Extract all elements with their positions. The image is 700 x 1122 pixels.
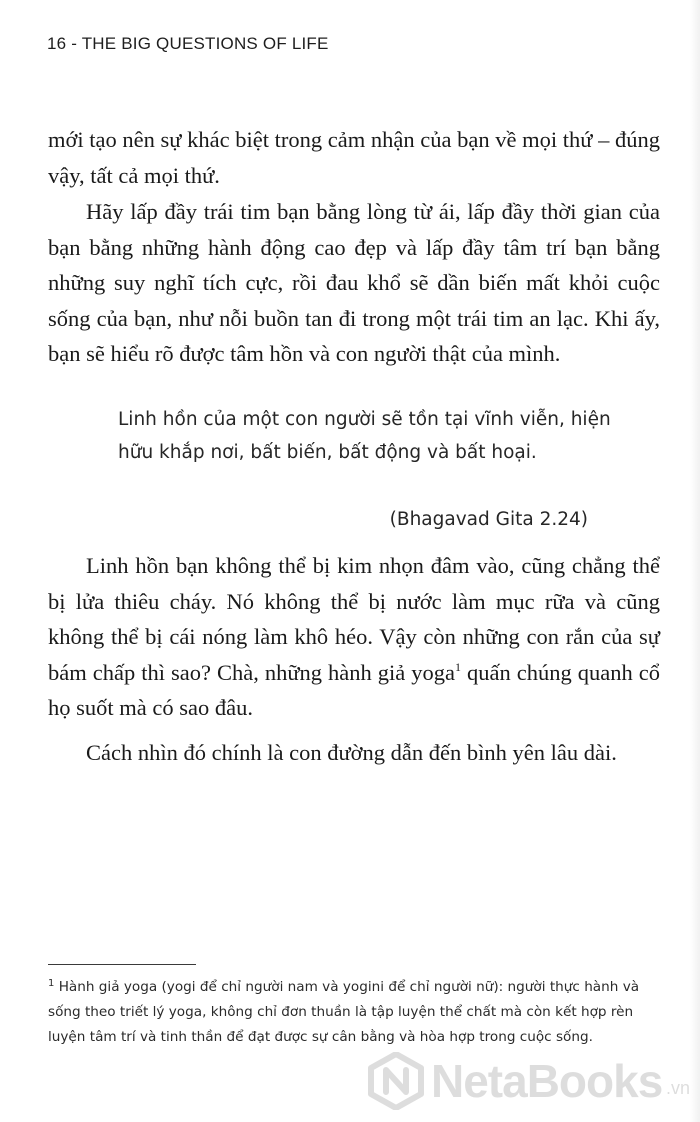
footnote-divider bbox=[48, 964, 196, 965]
page-number: 16 bbox=[47, 34, 67, 53]
footnote-reference[interactable]: 1 bbox=[455, 659, 462, 674]
watermark-suffix: .vn bbox=[666, 1078, 691, 1098]
paragraph-loving-kindness: Hãy lấp đầy trái tim bạn bằng lòng từ ái, lấp đầy thời gian của bạn bằng những hành động cao đẹp và lấp đầy tâm trí bạn bằng những suy nghĩ tích cực, rồi đau khổ sẽ dần biến mất khỏi cuộc sống của bạn, như nỗi buồn tan đi trong một trái tim an lạc. Khi ấy, bạn sẽ hiểu rõ được tâm hồn và con người thật của mình. bbox=[48, 199, 660, 366]
footnote-mark: 1 bbox=[48, 978, 55, 989]
watermark bbox=[367, 1048, 697, 1118]
paragraph-peace: Cách nhìn đó chính là con đường dẫn đến bình yên lâu dài. bbox=[86, 740, 617, 765]
paragraph-soul-text: Linh hồn bạn không thể bị kim nhọn đâm vào, cũng chẳng thể bị lửa thiêu cháy. Nó không thể bị nước làm mục rữa và cũng không thể bị cái nóng làm khô héo. Vậy còn những con rắn của sự bám chấp thì sao? Chà, những hành giả yoga bbox=[48, 553, 660, 685]
quote-citation: (Bhagavad Gita 2.24) bbox=[389, 509, 588, 530]
running-header bbox=[47, 34, 329, 54]
footnote-text: Hành giả yoga (yogi để chỉ người nam và yogini để chỉ người nữ): người thực hành và sống theo triết lý yoga, không chỉ đơn thuần là tập luyện thể chất mà còn kết hợp rèn luyện tâm trí và tinh thần để đạt được sự cân bằng và hòa hợp trong cuộc sống. bbox=[48, 979, 640, 1045]
paragraph-continued: mới tạo nên sự khác biệt trong cảm nhận của bạn về mọi thứ – đúng vậy, tất cả mọi thứ. bbox=[48, 127, 660, 188]
block-quote: Linh hồn của một con người sẽ tồn tại vĩnh viễn, hiện hữu khắp nơi, bất biến, bất động và bất hoại. bbox=[118, 409, 611, 463]
watermark-brand: NetaBooks bbox=[431, 1055, 663, 1107]
footnote bbox=[48, 975, 660, 1050]
header-separator: - bbox=[66, 34, 82, 53]
page-edge-shadow bbox=[690, 0, 700, 1122]
netabooks-logo-icon bbox=[367, 1052, 425, 1110]
paragraph-soul-text-end: quấn chúng quanh cổ họ suốt mà có sao đâu. bbox=[48, 659, 661, 720]
paragraph-soul bbox=[48, 548, 660, 726]
running-title: THE BIG QUESTIONS OF LIFE bbox=[81, 34, 329, 53]
